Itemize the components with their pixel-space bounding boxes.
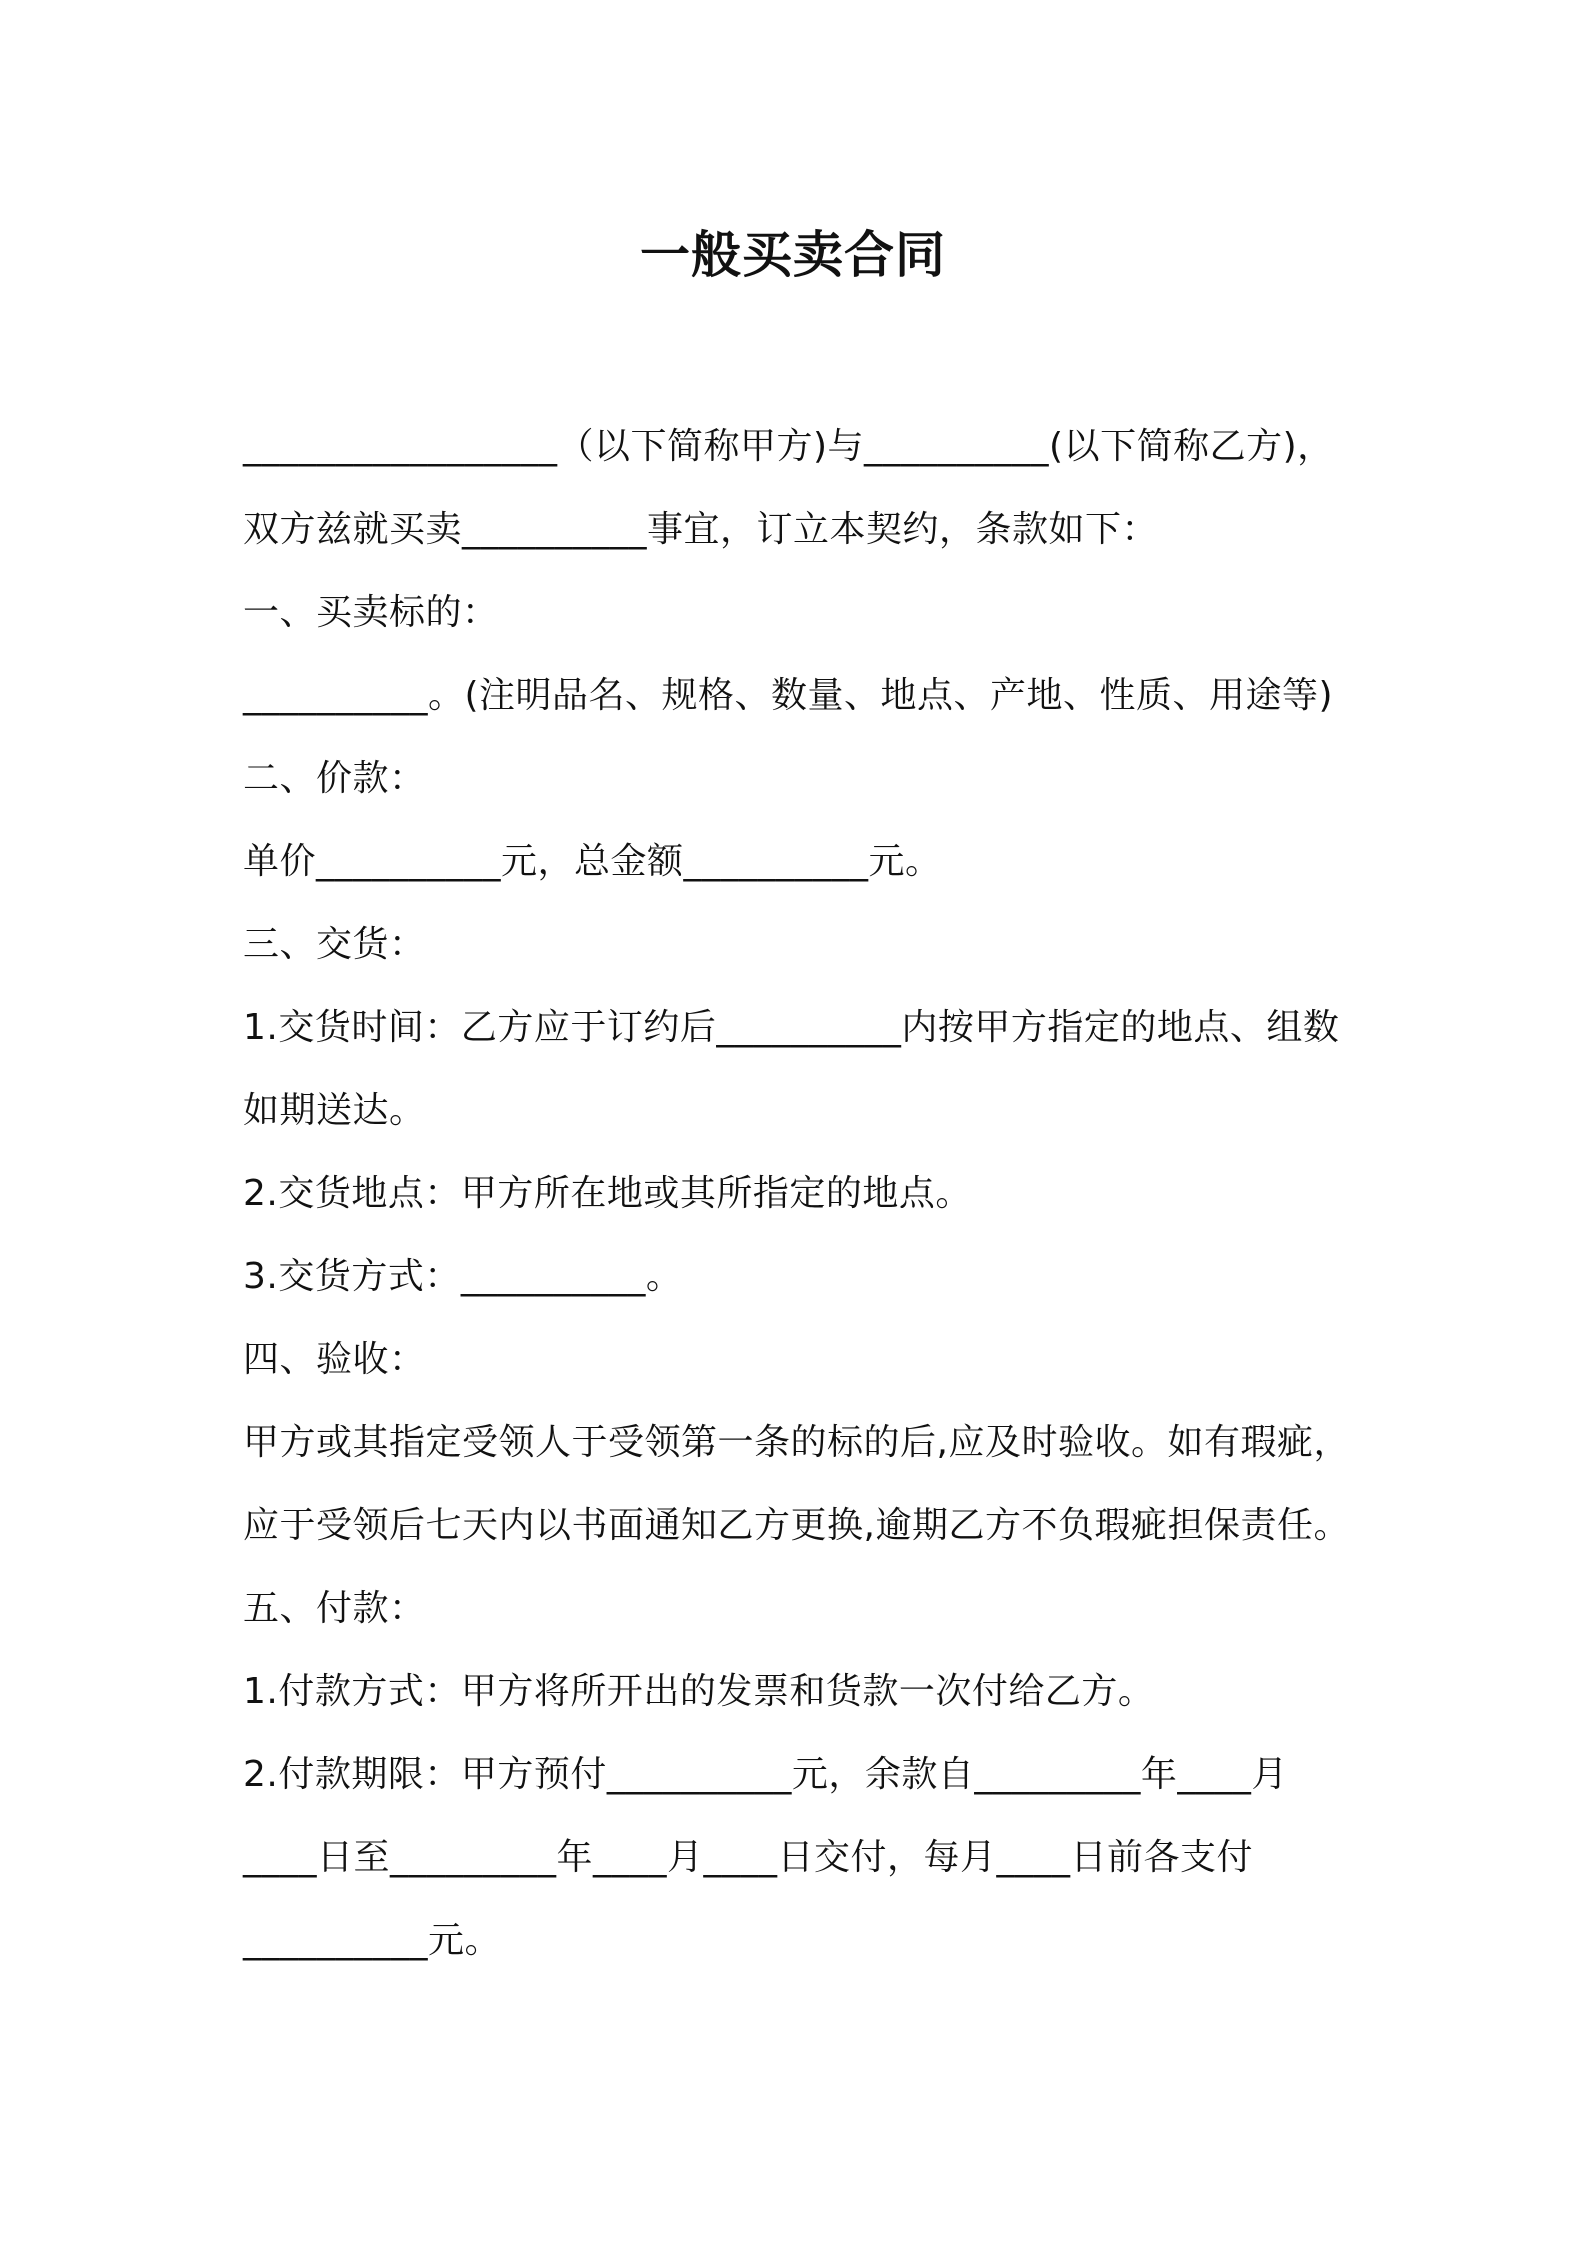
section-heading-price: 二、价款： <box>243 758 426 799</box>
line-subject-detail: __________。(注明品名、规格、数量、地点、产地、性质、用途等) <box>243 675 1334 716</box>
section-heading-subject: 一、买卖标的： <box>243 592 499 633</box>
line-inspection-1: 甲方或其指定受领人于受领第一条的标的后,应及时验收。如有瑕疵， <box>243 1422 1350 1463</box>
line-delivery-time: 1.交货时间：乙方应于订约后__________内按甲方指定的地点、组数 <box>243 1007 1340 1048</box>
line-intro: 双方兹就买卖__________事宜，订立本契约，条款如下： <box>243 509 1159 550</box>
section-heading-payment: 五、付款： <box>243 1588 426 1629</box>
line-delivery-method: 3.交货方式：__________。 <box>243 1256 683 1297</box>
line-price: 单价__________元，总金额__________元。 <box>243 841 942 882</box>
line-payment-method: 1.付款方式：甲方将所开出的发票和货款一次付给乙方。 <box>243 1671 1155 1712</box>
line-payment-term-2: ____日至_________年____月____日交付，每月____日前各支付 <box>243 1837 1254 1878</box>
line-delivery-time-cont: 如期送达。 <box>243 1090 426 1131</box>
line-payment-term-3: __________元。 <box>243 1920 502 1961</box>
line-delivery-place: 2.交货地点：甲方所在地或其所指定的地点。 <box>243 1173 972 1214</box>
contract-body <box>243 405 1403 1982</box>
section-heading-inspection: 四、验收： <box>243 1339 426 1380</box>
line-parties: _________________（以下简称甲方)与__________(以下简称乙方)， <box>243 426 1334 467</box>
document-title: 一般买卖合同 <box>640 226 946 284</box>
section-heading-delivery: 三、交货： <box>243 924 426 965</box>
line-inspection-2: 应于受领后七天内以书面通知乙方更换,逾期乙方不负瑕疵担保责任。 <box>243 1505 1350 1546</box>
line-payment-term-1: 2.付款期限：甲方预付__________元，余款自_________年____月 <box>243 1754 1288 1795</box>
